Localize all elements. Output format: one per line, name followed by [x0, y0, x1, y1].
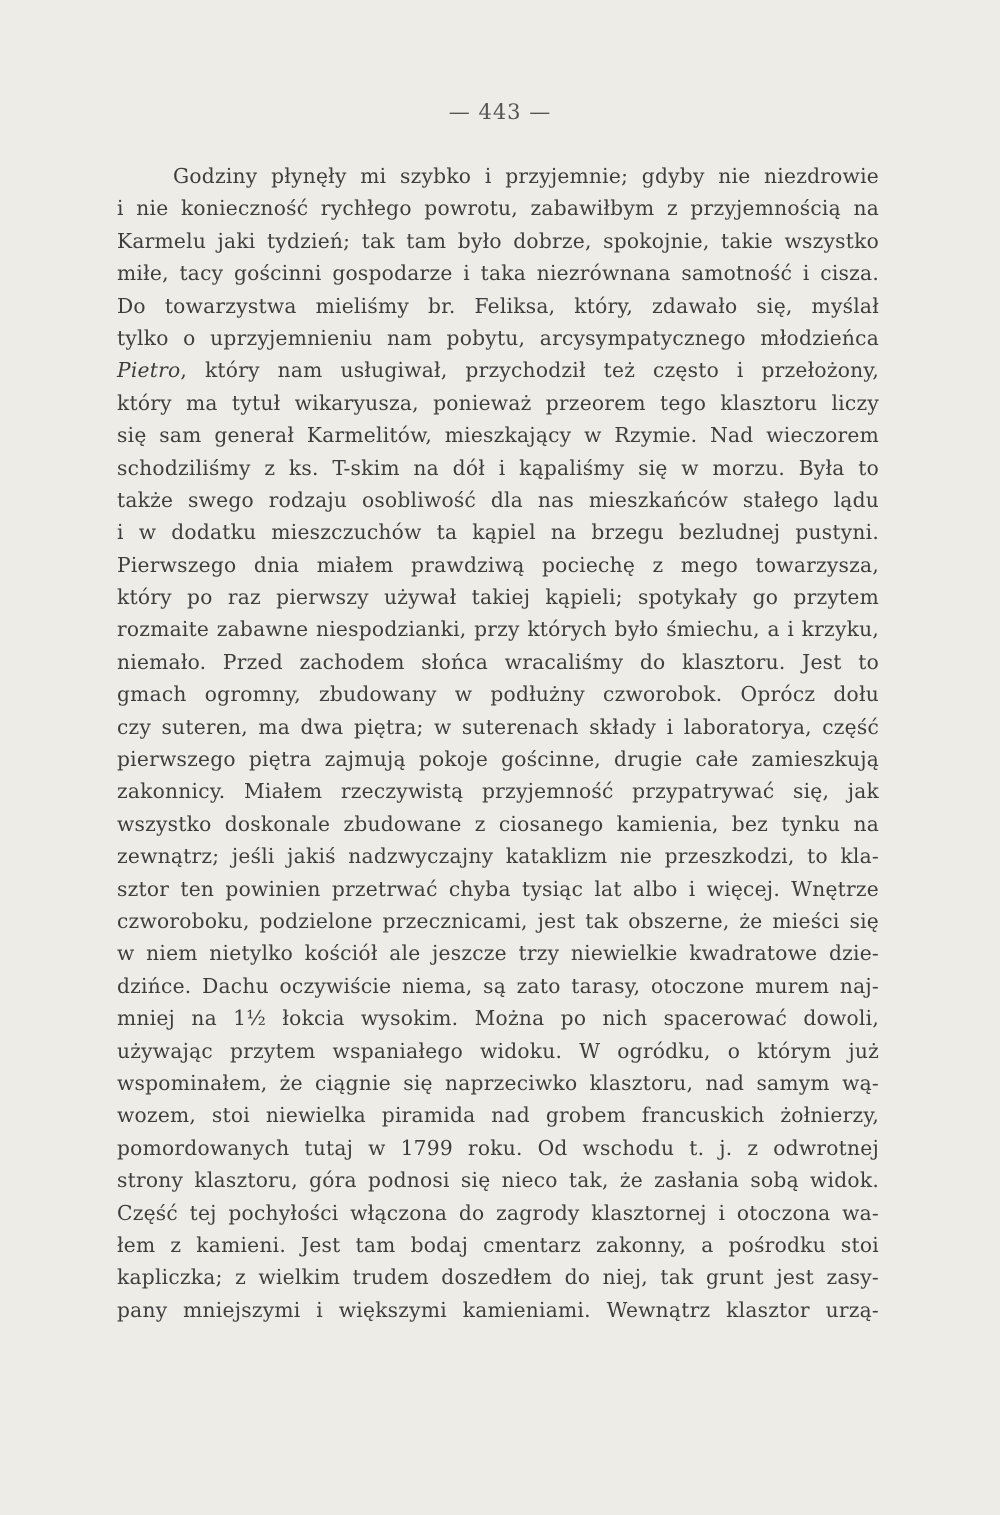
text-line: pomordowanych tutaj w 1799 roku. Od wschodu t. j. z odwrotnej — [117, 1135, 879, 1160]
text-line: i w dodatku mieszczuchów ta kąpiel na brzegu bezludnej pustyni. — [117, 520, 879, 545]
text-line: wszystko doskonale zbudowane z ciosanego kamienia, bez tynku na — [117, 811, 879, 836]
text-line: zakonnicy. Miałem rzeczywistą przyjemność przypatrywać się, jak — [117, 779, 879, 804]
text-line: strony klasztoru, góra podnosi się nieco tak, że zasłania sobą widok. — [117, 1168, 879, 1193]
text-line: gmach ogromny, zbudowany w podłużny czworobok. Oprócz dołu — [117, 682, 879, 707]
text-line: czworoboku, podzielone przecznicami, jest tak obszerne, że mieści się — [117, 908, 879, 933]
text-line: się sam generał Karmelitów, mieszkający w Rzymie. Nad wieczorem — [117, 423, 879, 448]
text-line: pany mniejszymi i większymi kamieniami. Wewnątrz klasztor urzą- — [117, 1297, 879, 1322]
text-line: pierwszego piętra zajmują pokoje gościnne, drugie całe zamieszkują — [117, 747, 879, 772]
text-line: używając przytem wspaniałego widoku. W ogródku, o którym już — [117, 1038, 879, 1063]
text-line: łem z kamieni. Jest tam bodaj cmentarz zakonny, a pośrodku stoi — [117, 1232, 879, 1257]
text-line: Godziny płynęły mi szybko i przyjemnie; gdyby nie niezdrowie — [173, 164, 879, 188]
text-line: który po raz pierwszy używał takiej kąpieli; spotykały go przytem — [117, 585, 879, 610]
text-line: wspominałem, że ciągnie się naprzeciwko klasztoru, nad samym wą- — [117, 1070, 879, 1095]
text-line: kapliczka; z wielkim trudem doszedłem do niej, tak grunt jest zasy- — [117, 1265, 879, 1290]
text-line: który ma tytuł wikaryusza, ponieważ przeorem tego klasztoru liczy — [117, 390, 879, 415]
text-line: w niem nietylko kościół ale jeszcze trzy niewielkie kwadratowe dzie- — [117, 941, 879, 966]
page-number-header: — 443 — — [448, 100, 552, 124]
text-line: także swego rodzaju osobliwość dla nas mieszkańców stałego lądu — [117, 487, 879, 512]
text-line: Pierwszego dnia miałem prawdziwą pociechę z mego towarzysza, — [117, 552, 879, 577]
text-line: Pietro, który nam usługiwał, przychodził też często i przełożony, — [117, 358, 879, 383]
text-line: sztor ten powinien przetrwać chyba tysiąc lat albo i więcej. Wnętrze — [117, 876, 879, 901]
text-line: wozem, stoi niewielka piramida nad grobem francuskich żołnierzy, — [117, 1103, 879, 1128]
text-line: dzińce. Dachu oczywiście niema, są zato tarasy, otoczone murem naj- — [117, 973, 879, 998]
body-text — [117, 160, 879, 1326]
text-line: Do towarzystwa mieliśmy br. Feliksa, który, zdawało się, myślał — [117, 293, 879, 318]
text-line: czy suteren, ma dwa piętra; w suterenach składy i laboratorya, część — [117, 714, 879, 739]
text-line: rozmaite zabawne niespodzianki, przy których było śmiechu, a i krzyku, — [117, 617, 879, 642]
text-line: schodziliśmy z ks. T-skim na dół i kąpaliśmy się w morzu. Była to — [117, 455, 879, 480]
text-line: mniej na 1½ łokcia wysokim. Można po nich spacerować dowoli, — [117, 1006, 879, 1031]
text-line: zewnątrz; jeśli jakiś nadzwyczajny kataklizm nie przeszkodzi, to kla- — [117, 844, 879, 869]
text-line: Część tej pochyłości włączona do zagrody klasztornej i otoczona wa- — [117, 1200, 879, 1225]
text-line: Karmelu jaki tydzień; tak tam było dobrze, spokojnie, takie wszystko — [117, 228, 879, 253]
text-line: miłe, tacy gościnni gospodarze i taka niezrównana samotność i cisza. — [117, 261, 879, 286]
text-line: niemało. Przed zachodem słońca wracaliśmy do klasztoru. Jest to — [117, 649, 879, 674]
text-line: i nie konieczność rychłego powrotu, zabawiłbym z przyjemnością na — [117, 196, 879, 221]
text-line: tylko o uprzyjemnieniu nam pobytu, arcysympatycznego młodzieńca — [117, 325, 879, 350]
